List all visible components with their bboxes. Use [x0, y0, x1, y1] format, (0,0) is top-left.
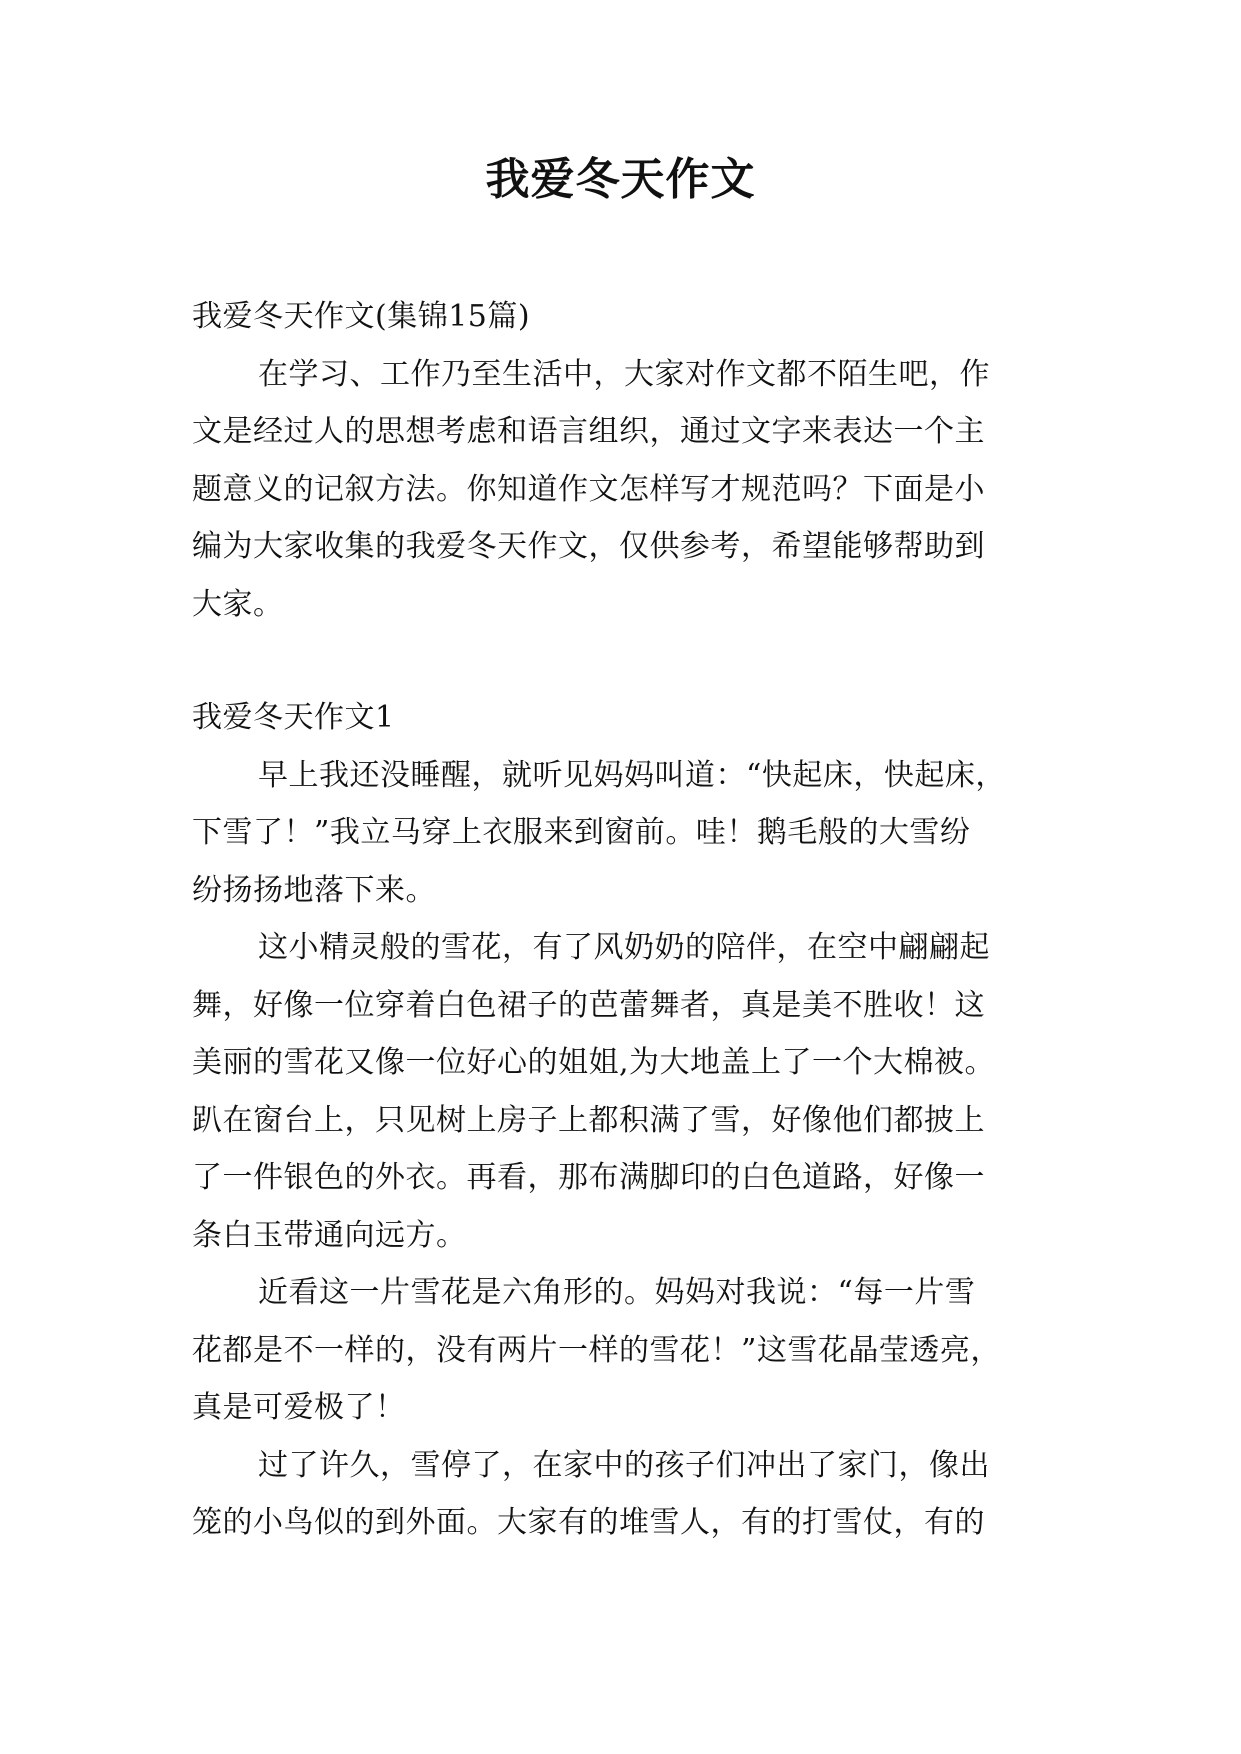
section-spacer	[192, 633, 1066, 689]
paragraph-line: 早上我还没睡醒，就听见妈妈叫道：“快起床，快起床，	[258, 757, 1006, 793]
intro-line: 题意义的记叙方法。你知道作文怎样写才规范吗？下面是小	[192, 471, 985, 507]
paragraph-line: 纷扬扬地落下来。	[192, 872, 436, 908]
document-body	[192, 288, 1066, 1552]
intro-paragraph	[192, 346, 1066, 634]
paragraph-line: 舞，好像一位穿着白色裙子的芭蕾舞者，真是美不胜收！这	[192, 987, 985, 1023]
paragraph-line: 笼的小鸟似的到外面。大家有的堆雪人，有的打雪仗，有的	[192, 1505, 985, 1540]
paragraph	[192, 747, 1066, 920]
paragraph	[192, 1264, 1066, 1437]
paragraph-line: 下雪了！”我立马穿上衣服来到窗前。哇！鹅毛般的大雪纷	[192, 815, 971, 850]
paragraph-line: 这小精灵般的雪花，有了风奶奶的陪伴，在空中翩翩起	[258, 930, 990, 965]
paragraph-line: 了一件银色的外衣。再看，那布满脚印的白色道路，好像一	[192, 1160, 985, 1195]
paragraph	[192, 1437, 1066, 1552]
intro-line: 文是经过人的思想考虑和语言组织，通过文字来表达一个主	[192, 414, 985, 449]
paragraph-line: 趴在窗台上，只见树上房子上都积满了雪，好像他们都披上	[192, 1102, 985, 1138]
paragraph	[192, 919, 1066, 1264]
section-heading: 我爱冬天作文1	[192, 700, 395, 735]
intro-line: 大家。	[192, 586, 284, 622]
intro-line: 在学习、工作乃至生活中，大家对作文都不陌生吧，作	[258, 356, 990, 392]
paragraph-line: 美丽的雪花又像一位好心的姐姐,为大地盖上了一个大棉被。	[192, 1045, 996, 1080]
paragraph-line: 近看这一片雪花是六角形的。妈妈对我说：“每一片雪	[258, 1275, 976, 1310]
paragraph-line: 真是可爱极了！	[192, 1390, 406, 1425]
document-subtitle: 我爱冬天作文(集锦15篇)	[192, 299, 531, 334]
document-title: 我爱冬天作文	[485, 154, 756, 205]
paragraph-line: 条白玉带通向远方。	[192, 1217, 467, 1253]
intro-line: 编为大家收集的我爱冬天作文，仅供参考，希望能够帮助到	[192, 529, 985, 564]
paragraph-line: 过了许久，雪停了，在家中的孩子们冲出了家门，像出	[258, 1447, 990, 1483]
paragraph-line: 花都是不一样的，没有两片一样的雪花！”这雪花晶莹透亮，	[192, 1332, 1001, 1368]
